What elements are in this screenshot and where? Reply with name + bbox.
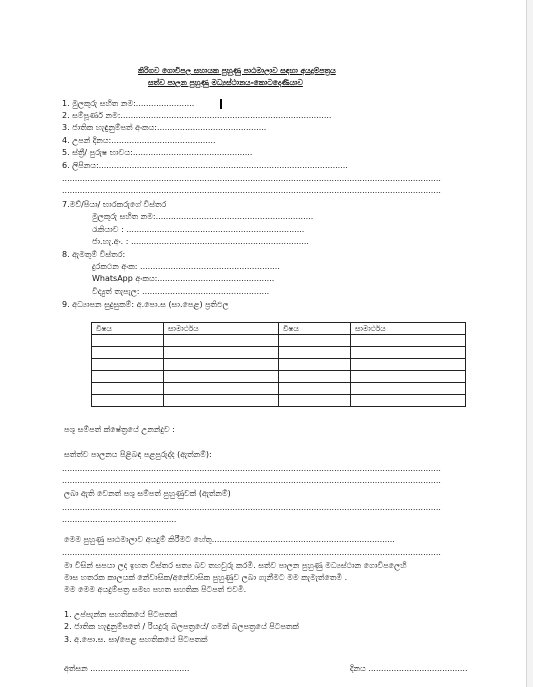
attachment-3: 3. අ.පො.ස. සා/පෙළ සහතිකයේ පිටපතක්	[64, 635, 208, 644]
table-cell[interactable]	[163, 347, 278, 359]
experience-label: සත්ත්ව පාලනය පිළිබඳ පළපුරුද්ද (ඇත්නම්):	[64, 450, 212, 459]
table-row	[92, 347, 466, 359]
field-nic[interactable]: 3. ජාතික හැඳුනුම්පත් අංකය:...........................................	[62, 123, 267, 132]
field-address[interactable]: 6. ලිපිනය:..................................................................................................	[62, 161, 348, 170]
table-cell[interactable]	[278, 359, 350, 371]
field-guardian-nic[interactable]: ජා.හැ.අං. : ......................................................................	[92, 237, 309, 246]
field-dob[interactable]: 4. උපන් දිනය:.........................................	[62, 136, 216, 145]
table-cell[interactable]	[92, 395, 164, 407]
table-cell[interactable]	[278, 371, 350, 383]
field-email[interactable]: විද්‍යුත් තැපැල: ..................................................	[92, 287, 270, 296]
results-table	[91, 322, 466, 407]
table-row	[92, 335, 466, 347]
form-title: කිරිගව ගොවිපල සහායක පුහුණු පාඨමාලාව සඳහා අයදුම්පත්‍රය	[138, 66, 336, 75]
other-training-line-1[interactable]: .....................................................................................................................................................	[62, 503, 441, 512]
field-address-line3[interactable]: .....................................................................................................................................................	[62, 186, 441, 195]
field-address-line2[interactable]: .....................................................................................................................................................	[62, 174, 441, 183]
declaration-line-2: මාස හතරක කාලයක් නේවාසික/අනේවාසික පුහුණුව ලබා ගැනීමට මම කැමැත්තෙමි .	[64, 573, 348, 582]
other-training-line-2[interactable]: .............................................	[62, 515, 177, 524]
table-row	[92, 359, 466, 371]
signature-field[interactable]: අත්සන .......................................	[64, 664, 190, 673]
other-training-label: ලබා ඇති වෙනත් පශු සම්පත් පුහුණුවක් (ඇත්නම්)	[64, 489, 231, 498]
field-guardian-job[interactable]: රැකියාව : ......................................................................	[92, 225, 305, 234]
table-cell[interactable]	[92, 347, 164, 359]
col-grade-1: සාමාර්ථය	[163, 323, 278, 335]
form-subtitle: සත්ව පාලන පුහුණු මධ්‍යස්ථානය-කොටදෙණියාව	[148, 78, 303, 87]
field-initials-name[interactable]: 1. මුලකුරු සහිත නම:.......................	[62, 99, 195, 108]
guardian-heading: 7.මව්/පියා/ භාරකරුගේ විස්තර	[62, 200, 167, 209]
field-guardian-name[interactable]: මුලකුරු සහිත නම:..............................................................	[92, 212, 314, 221]
attachment-1: 1. උප්පැන්න සහතිකයේ පිටපතක්	[64, 610, 178, 619]
date-field[interactable]: දිනය .......................................	[350, 664, 468, 673]
table-cell[interactable]	[350, 395, 465, 407]
field-gender[interactable]: 5. ස්ත්‍රී/ පුරුෂ භාවය:...............................................	[62, 148, 253, 157]
table-cell[interactable]	[350, 383, 465, 395]
table-cell[interactable]	[350, 335, 465, 347]
attachment-2: 2. ජාතික හැඳුනුම්පතේ / රියදුරු බලපත්‍රයේ/ ගමන් බලපත්‍රයේ පිටපතක්	[64, 622, 299, 631]
table-cell[interactable]	[278, 383, 350, 395]
table-row	[92, 383, 466, 395]
col-grade-2: සාමාර්ථය	[350, 323, 465, 335]
table-cell[interactable]	[163, 383, 278, 395]
field-full-name[interactable]: 2. සම්පූර්ණ නම:...................................................................................	[62, 111, 332, 120]
table-cell[interactable]	[92, 383, 164, 395]
education-heading: 9. අධ්‍යාපන සුදුසුකම්: අ.පො.ස (සා.පෙළ) ප්‍රතිඵල	[62, 300, 229, 309]
table-cell[interactable]	[92, 371, 164, 383]
text-cursor	[220, 99, 222, 109]
col-subject-1: විෂය	[92, 323, 164, 335]
table-cell[interactable]	[163, 359, 278, 371]
table-cell[interactable]	[92, 335, 164, 347]
field-phone[interactable]: දුරකථන අංක: .......................................................	[92, 262, 280, 271]
table-header-row	[92, 323, 466, 335]
table-row	[92, 371, 466, 383]
experience-line-1[interactable]: .....................................................................................................................................................	[62, 464, 441, 473]
experience-line-2[interactable]: .....................................................................................................................................................	[62, 476, 441, 485]
table-cell[interactable]	[92, 359, 164, 371]
page-edge	[526, 0, 533, 687]
contact-heading: 8. ඇමතුම් විස්තර:	[62, 250, 126, 259]
interest-label: පශු සම්පත් ක්ෂේත්‍රයේ උනන්දුව :	[64, 425, 175, 434]
field-whatsapp[interactable]: WhatsApp අංකය:..............................................	[92, 274, 275, 283]
table-cell[interactable]	[350, 371, 465, 383]
declaration-line-1: මා විසින් සපයා ලද ඉහත විස්තර සත්‍ය බව තහවුරු කරමි. සත්ව පාලන පුහුණු මධ්‍යස්ථාන ගොවිපලෙහි	[64, 561, 407, 570]
reason-line-2[interactable]: .....................................................................................................................................................	[62, 548, 441, 557]
table-cell[interactable]	[278, 395, 350, 407]
table-row	[92, 395, 466, 407]
table-cell[interactable]	[350, 359, 465, 371]
table-cell[interactable]	[163, 335, 278, 347]
declaration-line-3: මම මෙම අයදුම්පත්‍ර සමඟ පහත සහතික පිටපත් එවමි.	[64, 585, 247, 594]
table-cell[interactable]	[163, 395, 278, 407]
table-cell[interactable]	[278, 335, 350, 347]
table-cell[interactable]	[350, 347, 465, 359]
col-subject-2: විෂය	[278, 323, 350, 335]
table-cell[interactable]	[163, 371, 278, 383]
table-cell[interactable]	[278, 347, 350, 359]
reason-label[interactable]: මෙම පුහුණු පාඨමාලාව අයදුම් කිරීමට හේතු........................................................................	[64, 535, 395, 544]
